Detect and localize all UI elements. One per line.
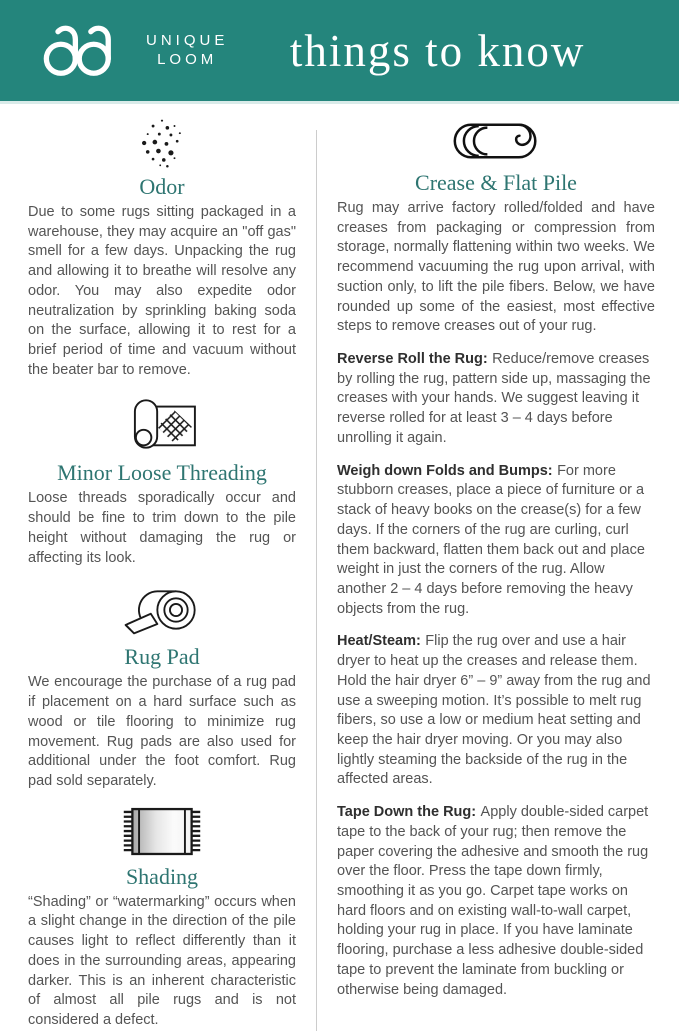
section-shading bbox=[28, 806, 296, 1031]
rug-pad-roll-icon bbox=[118, 582, 206, 638]
header-bar bbox=[0, 0, 679, 104]
odor-specks-icon bbox=[131, 118, 193, 168]
tip-label-reverse-roll: Reverse Roll the Rug: bbox=[337, 351, 488, 368]
page-title: things to know bbox=[289, 25, 586, 76]
tip-reverse-roll bbox=[337, 350, 655, 449]
tip-body-weigh-down: For more stubborn creases, place a piece of furniture or a stack of heavy books on the crease(s) for a few days. If the corners of the rug are curling, curl them backward, flatten them back out and place weight in just the corners of the rug. Allow another 2 – 4 days before removing the heavy objects from the rug. bbox=[337, 462, 645, 617]
section-crease-flat-pile bbox=[337, 118, 655, 337]
tip-body-heat-steam: Flip the rug over and use a hair dryer to heat up the creases and release them. Hold the hair dryer 6” – 9” away from the rug and use a sweeping motion. It’s possible to melt rug fibers, so use a low or medium heat setting and keep the hair dryer moving. Or you may also lightly steaming the backside of the rug in the affected areas. bbox=[337, 633, 651, 788]
section-title-odor: Odor bbox=[139, 174, 185, 199]
left-column bbox=[28, 104, 316, 1031]
section-body-odor: Due to some rugs sitting packaged in a warehouse, they may acquire an "off gas" smell for a few days. Unpacking the rug and allowing it to breathe will resolve any odor. You may also expedite odor neutralization by sprinkling baking soda on the surface, allowing it to rest for a brief period of time and vacuum without the beater bar to remove. bbox=[28, 204, 296, 378]
section-body-rug-pad: We encourage the purchase of a rug pad if placement on a hard surface such as wood or tile flooring to minimize rug movement. Rug pads are also used for additional under the foot comfort. Rug pad sold separately. bbox=[28, 674, 296, 789]
brand-line-1: UNIQUE bbox=[146, 31, 229, 49]
section-title-crease-flat-pile: Crease & Flat Pile bbox=[415, 170, 577, 195]
brand-name bbox=[146, 32, 228, 70]
section-title-shading: Shading bbox=[125, 863, 199, 889]
section-title-minor-loose-threading: Minor Loose Threading bbox=[57, 460, 267, 486]
section-minor-loose-threading bbox=[28, 394, 296, 568]
tip-label-weigh-down: Weigh down Folds and Bumps: bbox=[337, 462, 553, 479]
rolled-rug-crosshatch-icon bbox=[123, 394, 201, 454]
tip-heat-steam bbox=[337, 632, 655, 790]
tip-body-tape-down: Apply double-sided carpet tape to the back of your rug; then remove the paper covering the adhesive and smooth the rug over the floor. Press the tape down firmly, smoothing it as you go. Carpet tape works on hard floors and on existing wall-to-wall carpet, holding your rug in place. If you have laminate flooring, purchase a less adhesive double-sided tape to prevent the laminate from buckling or otherwise being damaged. bbox=[337, 804, 649, 998]
section-body-minor-loose-threading: Loose threads sporadically occur and should be fine to trim down to the pile height without damaging the rug or affecting its look. bbox=[28, 490, 296, 566]
tip-body-reverse-roll: Reduce/remove creases by rolling the rug, pattern side up, massaging the creases with your hands. We suggest leaving it reverse rolled for at least 3 – 4 days before unrolling it again. bbox=[337, 351, 651, 446]
section-body-shading: “Shading” or “watermarking” occurs when a slight change in the direction of the pile causes light to reflect differently than it does in the surrounding areas, appearing darker. This is an inherent characteristic of almost all pile rugs and is not considered a defect. bbox=[28, 893, 296, 1028]
tip-label-heat-steam: Heat/Steam: bbox=[337, 633, 421, 650]
section-body-crease-flat-pile: Rug may arrive factory rolled/folded and have creases from packaging or compression from storage, normally flattening within two weeks. We recommend vacuuming the rug upon arrival, with suction only, to lift the pile fibers. Below, we have rounded up some of the easiest, most effective steps to remove creases out of your rug. bbox=[337, 200, 655, 335]
brand-line-2: LOOM bbox=[157, 50, 218, 68]
content-columns bbox=[0, 104, 679, 1031]
right-column bbox=[317, 104, 655, 1031]
tip-label-tape-down: Tape Down the Rug: bbox=[337, 804, 477, 821]
section-rug-pad bbox=[28, 582, 296, 791]
rolled-rug-side-spiral-icon bbox=[444, 118, 548, 164]
section-title-rug-pad: Rug Pad bbox=[124, 644, 200, 670]
brand-logo bbox=[38, 22, 228, 80]
unique-loom-double-loop-logo-icon bbox=[38, 22, 134, 80]
section-odor bbox=[28, 118, 296, 380]
tip-tape-down bbox=[337, 803, 655, 1000]
shaded-rug-fringe-icon bbox=[119, 806, 205, 858]
tip-weigh-down bbox=[337, 462, 655, 620]
